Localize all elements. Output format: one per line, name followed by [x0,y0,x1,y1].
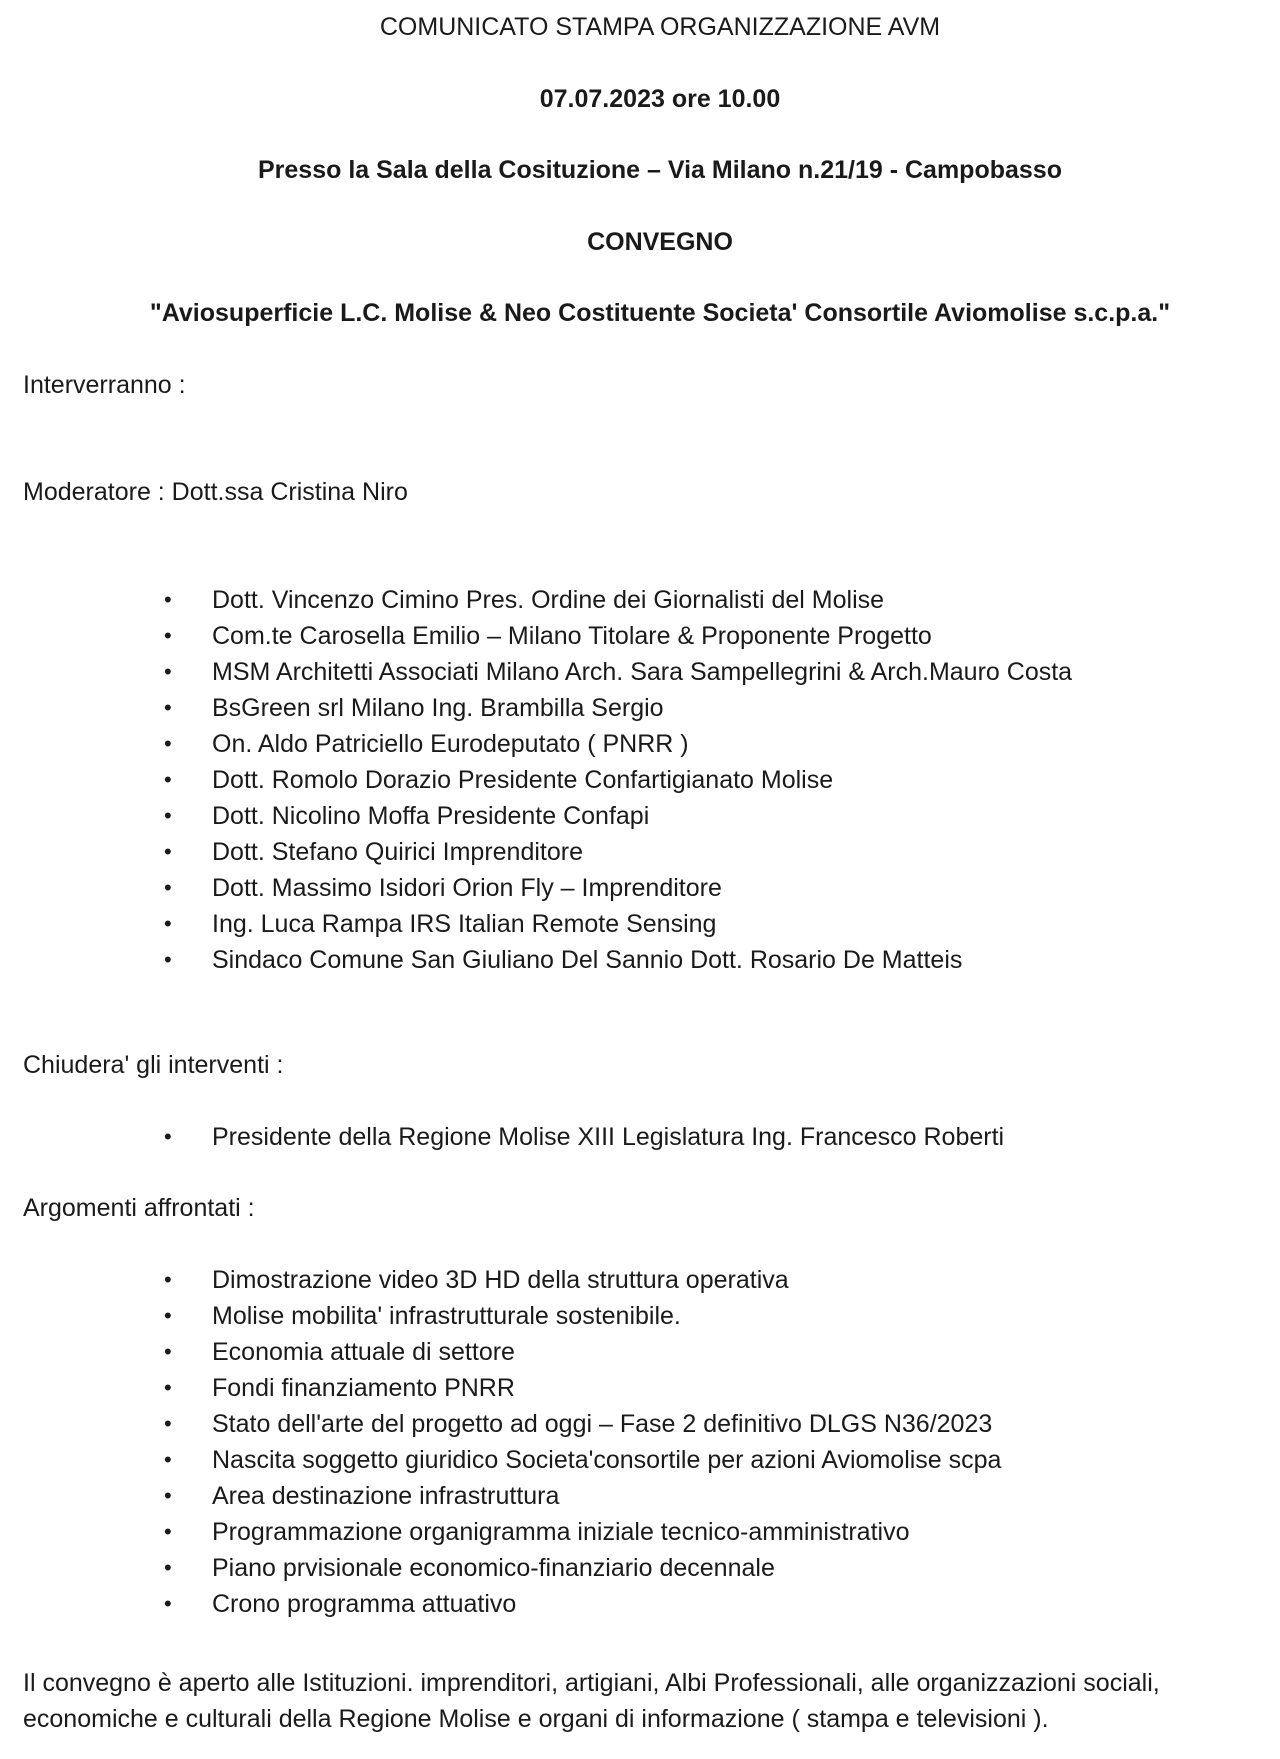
event-venue: Presso la Sala della Cosituzione – Via Milano n.21/19 - Campobasso [258,156,1062,184]
bullet-icon: • [164,911,172,936]
bullet-icon: • [164,731,172,756]
topics-label: Argomenti affrontati : [23,1194,255,1222]
bullet-icon: • [164,1303,172,1328]
bullet-icon: • [164,1555,172,1580]
bullet-icon: • [164,947,172,972]
press-release-page: COMUNICATO STAMPA ORGANIZZAZIONE AVM 07.07.2023 ore 10.00 Presso la Sala della Cosituzione – Via Milano n.21/19 - Campobasso CONVEGNO "Aviosuperficie L.C. Molise & Neo Costituente Societa' Consortile Aviomolise s.c.p.a." Interverranno : Moderatore : Dott.ssa Cristina Niro • Dott. Vincenzo Cimino Pres. Ordine dei Giornalisti del Molise • Com.te Carosella Emilio – Milano Titolare & Proponente Progetto • MSM Architetti Associati Milano Arch. Sara Sampellegrini & Arch.Mauro Costa • BsGreen srl Milano Ing. Brambilla Sergio • On. Aldo Patriciello Eurodeputato ( PNRR ) • Dott. Romolo Dorazio Presidente Confartigianato Molise • Dott. Nicolino Moffa Presidente Confapi • Dott. Stefano Quirici Imprenditore • Dott. Massimo Isidori Orion Fly – Imprenditore • Ing. Luca Rampa IRS Italian Remote Sensing • Sindaco Comune San Giuliano Del Sannio Dott. Rosario De Matteis Chiudera' gli interventi : • Presidente della Regione Molise XIII Legislatura Ing. Francesco Roberti Argomenti affrontati : • Dimostrazione video 3D HD della struttura operativa • Molise mobilita' infrastrutturale sostenibile. • Economia attuale di settore • Fondi finanziamento PNRR • Stato dell'arte del progetto ad oggi – Fase 2 definitivo DLGS N36/2023 • Nascita soggetto giuridico Societa'consortile per azioni Aviomolise scpa • Area destinazione infrastruttura • Programmazione organigramma iniziale tecnico-amministrativo • Piano prvisionale economico-finanziario decennale • Crono programma attuativo Il convegno è aperto alle Istituzioni. imprenditori, artigiani, Albi Professionali, alle organizzazioni sociali, economiche e culturali della Regione Molise e organi di informazione ( stampa e televisioni ). [0,0,1280,1759]
bullet-icon: • [164,1411,172,1436]
closing-paragraph: Il convegno è aperto alle Istituzioni. imprenditori, artigiani, Albi Professionali, alle organizzazioni sociali, economiche e culturali della Regione Molise e organi di informazione ( stampa e televisioni ). [23,1669,1160,1733]
speakers-label: Interverranno : [23,371,186,399]
event-type: CONVEGNO [587,228,733,256]
bullet-icon: • [164,875,172,900]
bullet-icon: • [164,587,172,612]
event-datetime: 07.07.2023 ore 10.00 [539,85,781,113]
bullet-icon: • [164,1339,172,1364]
moderator-line: Moderatore : Dott.ssa Cristina Niro [23,478,408,506]
bullet-icon: • [164,1124,172,1149]
document-title: COMUNICATO STAMPA ORGANIZZAZIONE AVM [379,13,941,41]
bullet-icon: • [164,1483,172,1508]
bullet-icon: • [164,767,172,792]
bullet-icon: • [164,803,172,828]
bullet-icon: • [164,1447,172,1472]
bullet-icon: • [164,1519,172,1544]
bullet-icon: • [164,1375,172,1400]
bullet-icon: • [164,1267,172,1292]
bullet-icon: • [164,695,172,720]
bullet-icon: • [164,659,172,684]
event-title: "Aviosuperficie L.C. Molise & Neo Costituente Societa' Consortile Aviomolise s.c.p.a." [149,299,1171,327]
bullet-icon: • [164,1591,172,1616]
bullet-icon: • [164,839,172,864]
bullet-icon: • [164,623,172,648]
closing-label: Chiudera' gli interventi : [23,1051,284,1079]
